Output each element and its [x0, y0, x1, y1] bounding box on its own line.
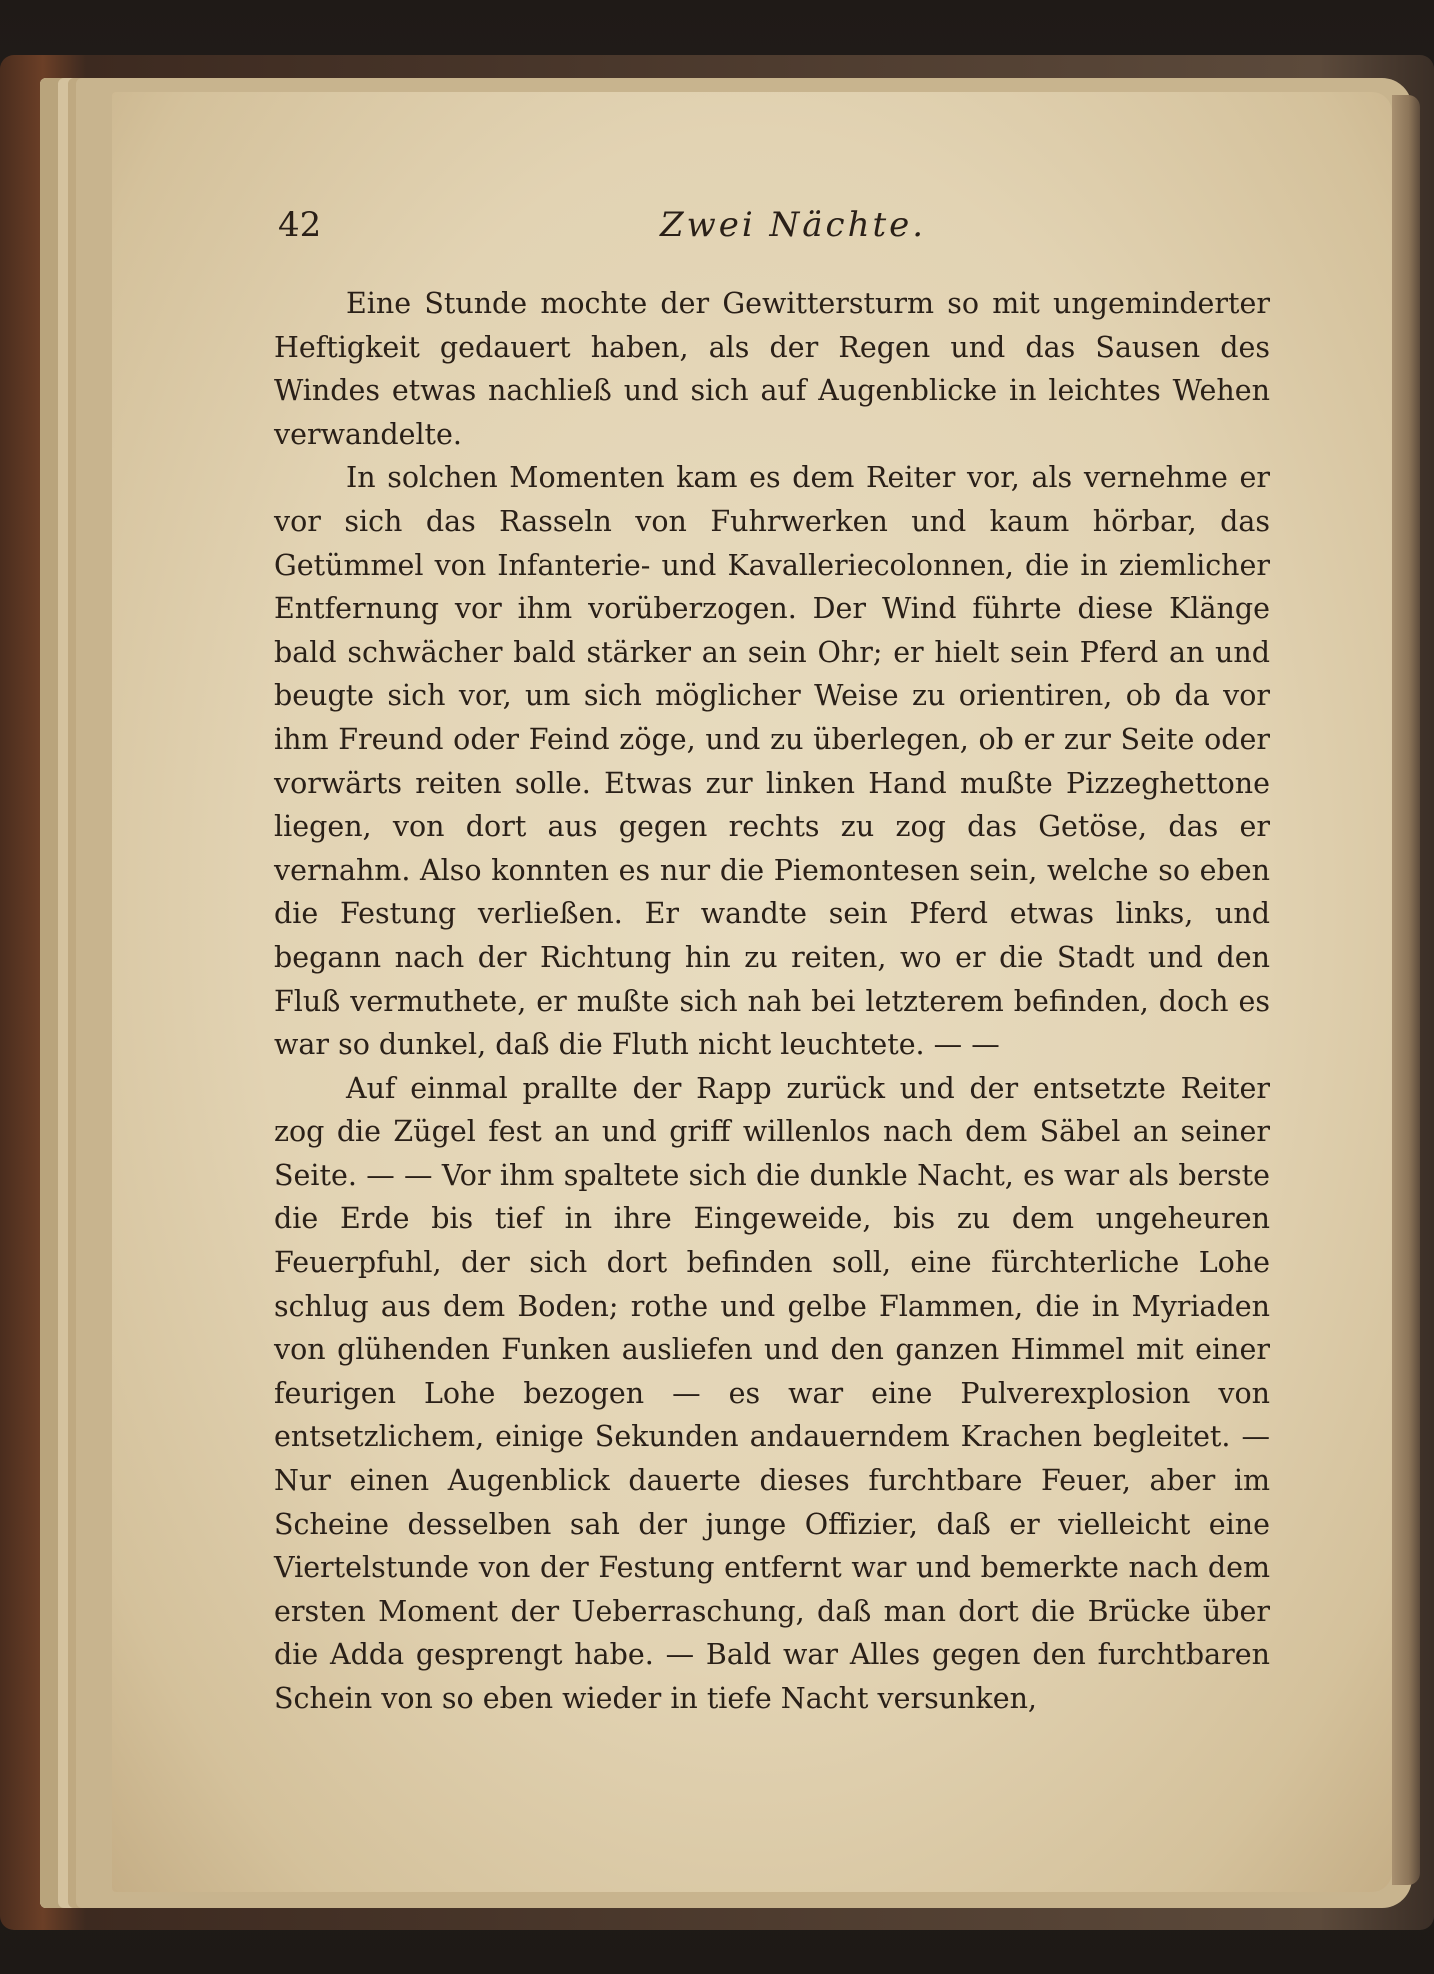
page-header: [278, 205, 1278, 265]
running-title: Zwei Nächte.: [660, 205, 927, 245]
page-right-edge: [1392, 95, 1420, 1885]
paragraph-1: Eine Stunde mochte der Gewittersturm so mit ungeminderter Heftigkeit gedauert haben, als der Regen und das Sausen des Windes etwas nachließ und sich auf Augenblicke in leichtes Wehen verwandelte.: [274, 287, 1270, 451]
page-number: 42: [278, 205, 322, 245]
paragraph-2: In solchen Momenten kam es dem Reiter vor, als vernehme er vor sich das Rasseln von Fuhrwerken und kaum hörbar, das Getümmel von Infanterie- und Kavalleriecolonnen, die in ziemlicher Entfernung vor ihm vorüberzogen. Der Wind führte diese Klänge bald schwächer bald stärker an sein Ohr; er hielt sein Pferd an und beugte sich vor, um sich möglicher Weise zu orientiren, ob da vor ihm Freund oder Feind zöge, und zu überlegen, ob er zur Seite oder vorwärts reiten solle. Etwas zur linken Hand mußte Pizzeghettone liegen, von dort aus gegen rechts zu zog das Getöse, das er vernahm. Also konnten es nur die Piemontesen sein, welche so eben die Festung verließen. Er wandte sein Pferd etwas links, und begann nach der Richtung hin zu reiten, wo er die Stadt und den Fluß vermuthete, er mußte sich nah bei letzterem befinden, doch es war so dunkel, daß die Fluth nicht leuchtete. — —: [274, 461, 1270, 1062]
body-text: [274, 282, 1270, 1721]
paragraph-3: Auf einmal prallte der Rapp zurück und der entsetzte Reiter zog die Zügel fest an und griff willenlos nach dem Säbel an seiner Seite. — — Vor ihm spaltete sich die dunkle Nacht, es war als berste die Erde bis tief in ihre Eingeweide, bis zu dem ungeheuren Feuerpfuhl, der sich dort befinden soll, eine fürchterliche Lohe schlug aus dem Boden; rothe und gelbe Flammen, die in Myriaden von glühenden Funken ausliefen und den ganzen Himmel mit einer feurigen Lohe bezogen — es war eine Pulverexplosion von entsetzlichem, einige Sekunden andauerndem Krachen begleitet. — Nur einen Augenblick dauerte dieses furchtbare Feuer, aber im Scheine desselben sah der junge Offizier, daß er vielleicht eine Viertelstunde von der Festung entfernt war und bemerkte nach dem ersten Moment der Ueberraschung, daß man dort die Brücke über die Adda gesprengt habe. — Bald war Alles gegen den furchtbaren Schein von so eben wieder in tiefe Nacht versunken,: [274, 1071, 1270, 1715]
